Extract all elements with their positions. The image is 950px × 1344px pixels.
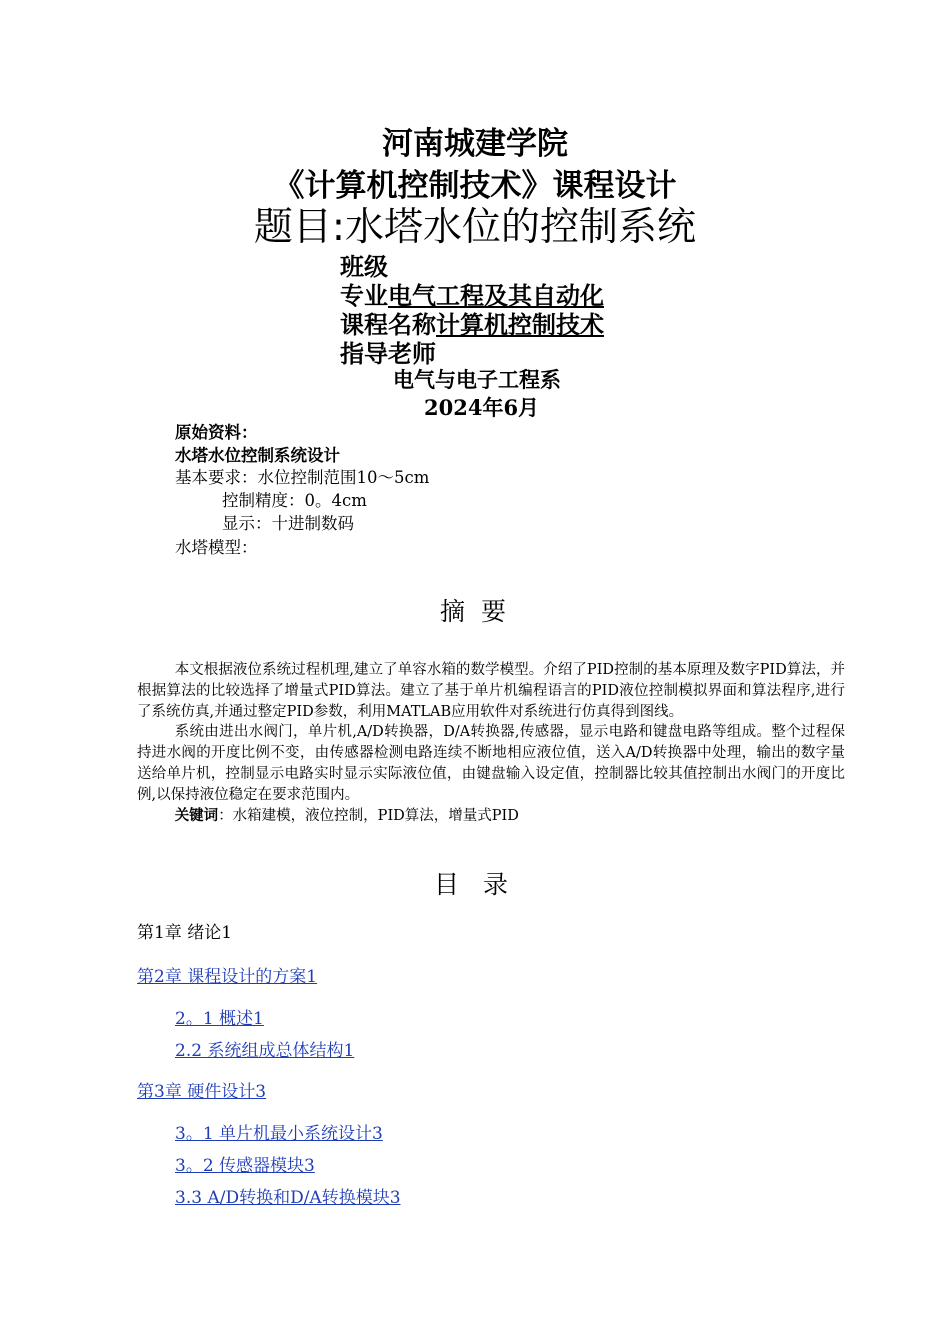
toc-link-ch2[interactable]: 第2章 课程设计的方案1: [137, 967, 318, 987]
toc-link-3-3[interactable]: 3.3 A/D转换和D/A转换模块3: [175, 1188, 401, 1208]
display-requirement: 显示：十进制数码: [222, 514, 354, 533]
toc-link-3-2[interactable]: 3。2 传感器模块3: [175, 1156, 315, 1176]
basic-requirement: 基本要求：水位控制范围10～5cm: [175, 468, 430, 487]
keywords-value: ：水箱建模，液位控制，PID算法，增量式PID: [218, 807, 519, 824]
toc-link-ch3[interactable]: 第3章 硬件设计3: [137, 1082, 267, 1102]
toc-heading: 目 录: [434, 870, 516, 899]
course-value: 计算机控制技术: [436, 310, 604, 339]
date: 2024年6月: [424, 395, 540, 420]
toc-link-2-1[interactable]: 2。1 概述1: [175, 1009, 264, 1029]
course-design-title: 《计算机控制技术》课程设计: [273, 168, 677, 204]
teacher-label: 指导老师: [340, 339, 436, 368]
abstract-body: [137, 660, 845, 826]
toc-link-3-1[interactable]: 3。1 单片机最小系统设计3: [175, 1124, 383, 1144]
keywords-line: [137, 806, 845, 827]
department: 电气与电子工程系: [393, 367, 561, 392]
original-materials-label: 原始资料：: [175, 423, 258, 442]
toc-link-2-2[interactable]: 2.2 系统组成总体结构1: [175, 1041, 355, 1061]
major-value: 电气工程及其自动化: [388, 281, 604, 310]
abstract-paragraph: 系统由进出水阀门，单片机,A/D转换器，D/A转换器,传感器，显示电路和键盘电路等组成。整个过程保持进水阀的开度比例不变，由传感器检测电路连续不断地相应液位值，送入A/D转换器中处理，输出的数字量送给单片机，控制显示电路实时显示实际液位值，由键盘输入设定值，控制器比较其值控制出水阀门的开度比例,以保持液位稳定在要求范围内。: [137, 724, 845, 803]
toc-item-ch1: 第1章 绪论1: [137, 923, 233, 943]
class-label: 班级: [340, 252, 388, 281]
topic-title: 题目:水塔水位的控制系统: [253, 205, 697, 250]
major-label: 专业: [340, 281, 388, 310]
tower-model-label: 水塔模型：: [175, 538, 258, 557]
control-precision: 控制精度：0。4cm: [222, 491, 367, 510]
abstract-heading: 摘 要: [440, 597, 510, 626]
design-subject: 水塔水位控制系统设计: [175, 446, 340, 465]
course-label: 课程名称: [340, 310, 436, 339]
keywords-label: 关键词: [174, 807, 219, 824]
school-name: 河南城建学院: [382, 126, 568, 162]
abstract-paragraph: 本文根据液位系统过程机理,建立了单容水箱的数学模型。介绍了PID控制的基本原理及数字PID算法，并根据算法的比较选择了增量式PID算法。建立了基于单片机编程语言的PID液位控制模拟界面和算法程序,进行了系统仿真,并通过整定PID参数，利用MATLAB应用软件对系统进行仿真得到图线。: [137, 662, 845, 720]
